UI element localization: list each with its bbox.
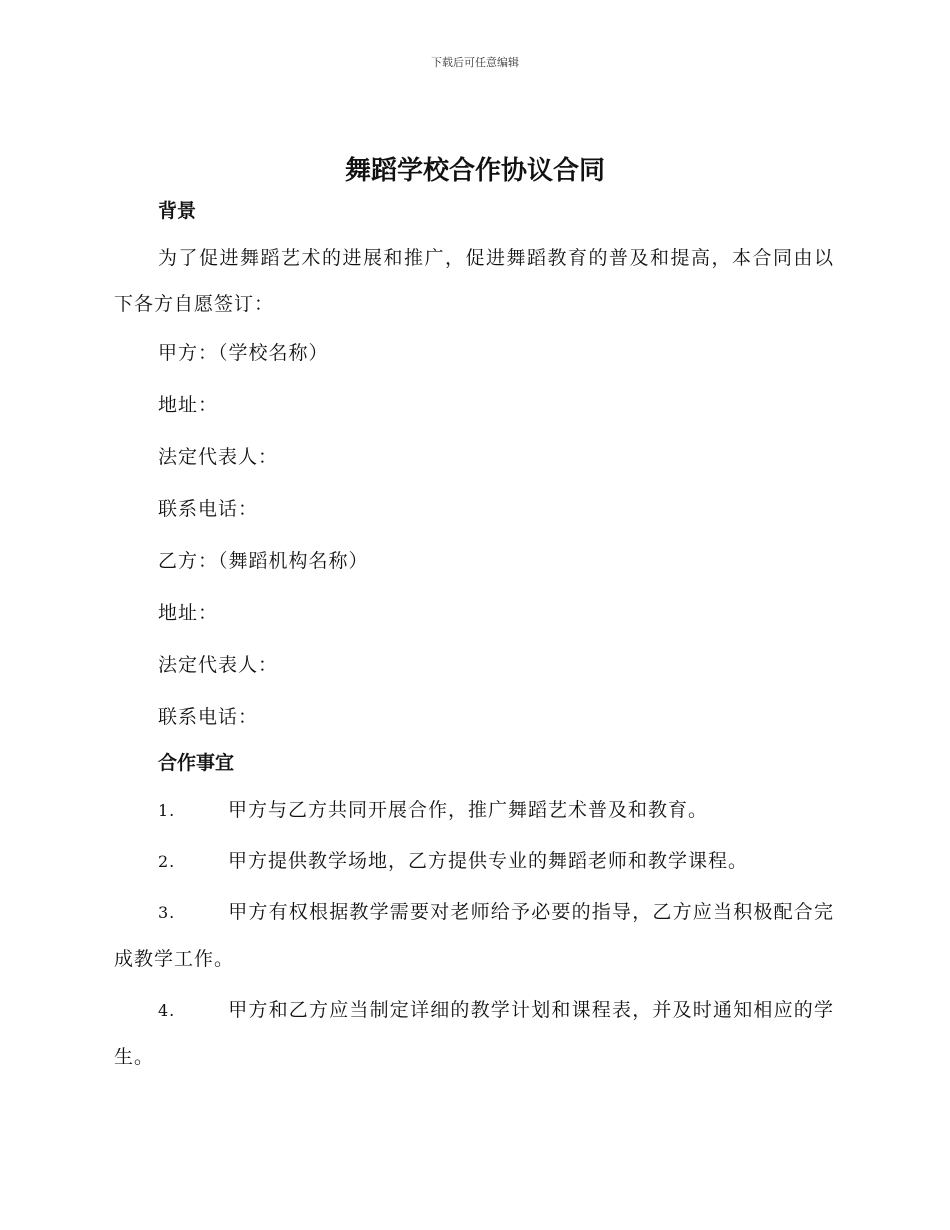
list-item-number: 4.	[158, 1001, 176, 1020]
list-item-number: 2.	[158, 852, 176, 871]
party-a-phone: 联系电话：	[158, 498, 259, 520]
list-item-number: 3.	[158, 903, 176, 922]
list-item-text: 甲方有权根据教学需要对老师给予必要的指导，乙方应当积极配合完成教学工作。	[114, 901, 834, 970]
section-heading-cooperation: 合作事宜	[158, 752, 235, 774]
list-item-number: 1.	[158, 801, 176, 820]
list-item	[114, 787, 834, 834]
party-a-name: 甲方：（学校名称）	[158, 342, 329, 364]
document-title: 舞蹈学校合作协议合同	[344, 156, 605, 186]
list-item	[114, 889, 834, 983]
party-a-legal-rep: 法定代表人：	[158, 446, 279, 468]
party-a-address: 地址：	[158, 394, 219, 416]
party-b-legal-rep: 法定代表人：	[158, 654, 279, 676]
document-body	[114, 195, 834, 1081]
list-item-text: 甲方与乙方共同开展合作，推广舞蹈艺术普及和教育。	[228, 799, 709, 821]
list-item	[114, 838, 834, 885]
party-b-name: 乙方：（舞蹈机构名称）	[158, 550, 369, 572]
header-note: 下载后可任意编辑	[431, 56, 519, 69]
party-b-phone: 联系电话：	[158, 706, 259, 728]
background-paragraph: 为了促进舞蹈艺术的进展和推广，促进舞蹈教育的普及和提高，本合同由以下各方自愿签订：	[114, 247, 834, 315]
list-item-text: 甲方提供教学场地，乙方提供专业的舞蹈老师和教学课程。	[228, 850, 749, 872]
list-item-text: 甲方和乙方应当制定详细的教学计划和课程表，并及时通知相应的学生。	[114, 999, 834, 1068]
section-heading-background: 背景	[158, 200, 197, 222]
party-b-address: 地址：	[158, 602, 219, 624]
list-item	[114, 987, 834, 1081]
